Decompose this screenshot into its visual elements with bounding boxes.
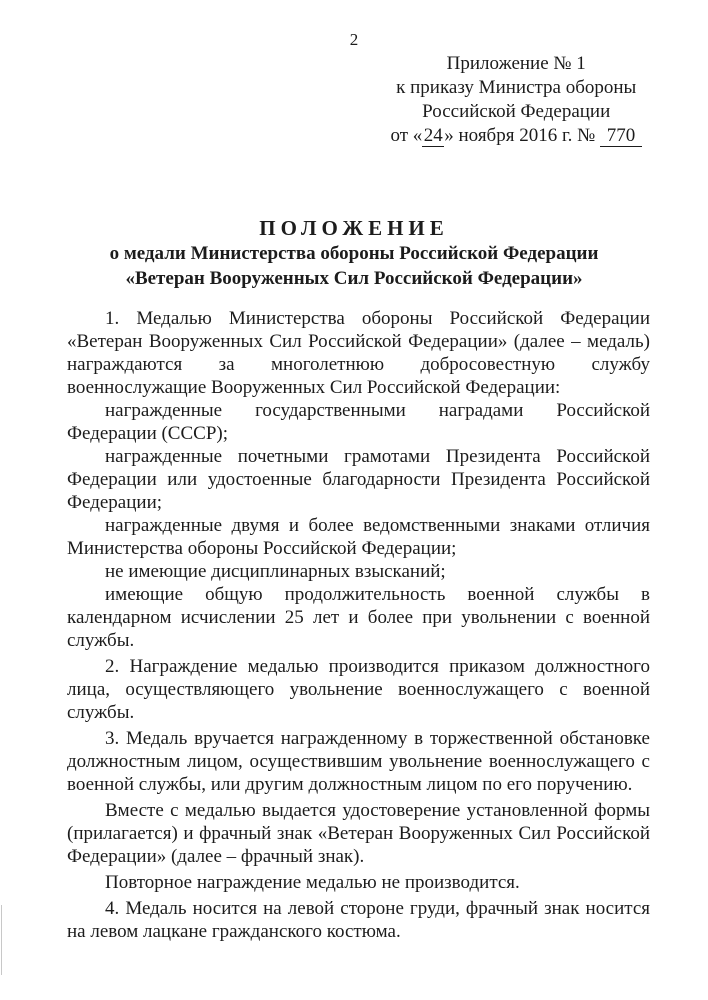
paragraph-3: 3. Медаль вручается награжденному в торжественной обстановке должностным лицом, осуществившим увольнение военнослужащего с военной службы, или другим должностным лицом по его поручению. [67,728,650,795]
scan-edge-mark [1,905,2,975]
appendix-order-ref: к приказу Министра обороны [396,77,637,98]
page-number: 2 [349,30,359,49]
date-day: 24 [423,125,443,146]
list-item: не имеющие дисциплинарных взысканий; [105,561,446,582]
paragraph-4: 4. Медаль носится на левой стороне груди, фрачный знак носится на левом лацкане гражданского костюма. [67,898,650,942]
appendix-header [390,52,642,148]
paragraph-3-note: Повторное награждение медалью не производится. [105,872,520,893]
document-body [67,307,650,943]
paragraph-3-cont: Вместе с медалью выдается удостоверение установленной формы (прилагается) и фрачный знак «Ветеран Вооруженных Сил Российской Федерации» (далее – фрачный знак). [67,800,650,867]
appendix-date-line [390,124,642,148]
paragraph-1: 1. Медалью Министерства обороны Российской Федерации «Ветеран Вооруженных Сил Российской Федерации» (далее – медаль) награждаются за многолетнюю добросовестную службу военнослужащие Вооруженных Сил Российской Федерации: [67,308,650,398]
subtitle-line-2: «Ветеран Вооруженных Сил Российской Федерации» [125,268,583,289]
date-middle: » ноября 2016 г. № [444,125,600,146]
document-title: ПОЛОЖЕНИЕ [259,216,449,240]
document-subtitle [0,241,708,291]
list-item: имеющие общую продолжительность военной службы в календарном исчислении 25 лет и более при увольнении с военной службы. [67,584,650,651]
list-item: награжденные двумя и более ведомственными знаками отличия Министерства обороны Российской Федерации; [67,515,650,559]
list-item: награжденные почетными грамотами Президента Российской Федерации или удостоенные благодарности Президента Российской Федерации; [67,446,650,513]
appendix-number: Приложение № 1 [446,53,586,74]
date-prefix: от « [390,125,423,146]
list-item: награжденные государственными наградами Российской Федерации (СССР); [67,400,650,444]
appendix-org: Российской Федерации [422,101,611,122]
subtitle-line-1: о медали Министерства обороны Российской Федерации [109,243,599,264]
order-number: 770 [600,126,642,147]
paragraph-2: 2. Награждение медалью производится приказом должностного лица, осуществляющего увольнение военнослужащего с военной службы. [67,656,650,723]
